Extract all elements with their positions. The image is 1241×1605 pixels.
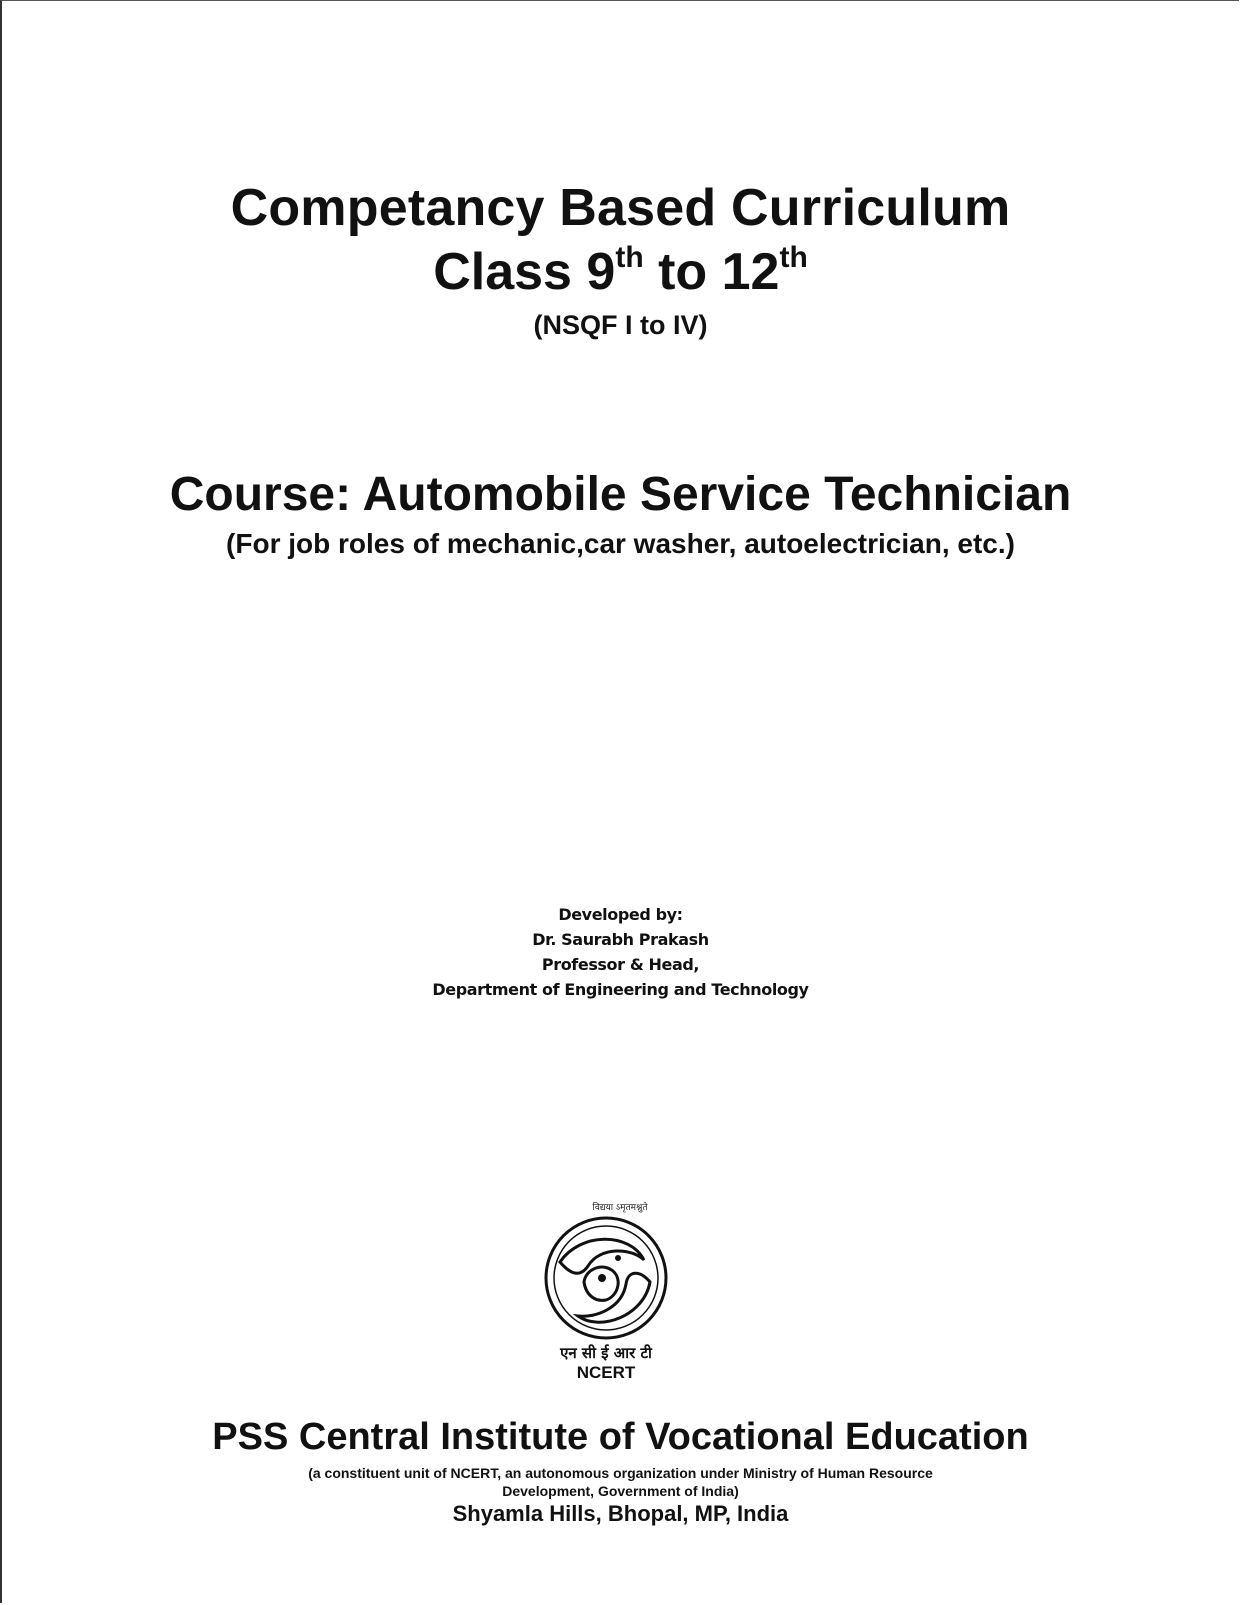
- ncert-emblem-icon: [540, 1203, 700, 1402]
- course-job-roles: (For job roles of mechanic,car washer, autoelectrician, etc.): [226, 528, 1015, 559]
- ncert-logo: [540, 1203, 700, 1402]
- nsqf-level: (NSQF I to IV): [533, 310, 708, 340]
- class-range: [0, 240, 1241, 304]
- logo-motto: विद्यया ऽमृतमश्नुते: [592, 1203, 648, 1213]
- developed-by-heading: Developed by:: [558, 905, 683, 924]
- constituent-note: [0, 1464, 1241, 1500]
- superscript-th-1: th: [615, 241, 644, 274]
- logo-hindi-name: एन सी ई आर टी: [560, 1344, 652, 1362]
- institute-address: Shyamla Hills, Bhopal, MP, India: [452, 1501, 789, 1526]
- developer-credits: [0, 902, 1241, 1002]
- class-range-end: to 12: [643, 243, 780, 301]
- developer-department: Department of Engineering and Technology: [432, 980, 809, 999]
- constituent-line-2: Development, Government of India): [502, 1483, 739, 1499]
- course-name: Course: Automobile Service Technician: [169, 468, 1072, 521]
- institute-name: PSS Central Institute of Vocational Education: [212, 1416, 1029, 1458]
- developer-designation: Professor & Head,: [541, 955, 700, 974]
- constituent-line-1: (a constituent unit of NCERT, an autonomous organization under Ministry of Human Resource: [308, 1465, 933, 1481]
- class-range-start: Class 9: [433, 243, 616, 301]
- document-title: Competancy Based Curriculum: [230, 179, 1011, 237]
- superscript-th-2: th: [779, 241, 808, 274]
- developer-name: Dr. Saurabh Prakash: [532, 930, 709, 949]
- logo-english-name: NCERT: [576, 1363, 636, 1382]
